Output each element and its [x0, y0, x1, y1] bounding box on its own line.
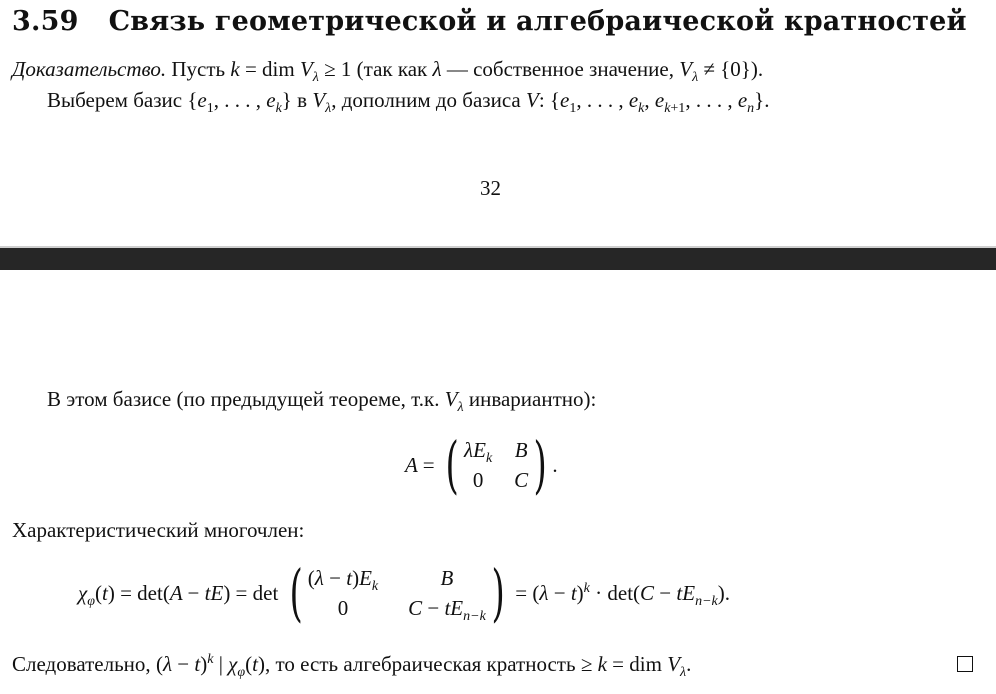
qed-square-icon [957, 656, 973, 672]
proof-label: Доказательство. [12, 57, 167, 81]
left-paren: ( [445, 428, 459, 501]
left-paren: ( [289, 556, 303, 629]
right-paren: ) [533, 428, 547, 501]
proof-text: Пусть [171, 57, 226, 81]
math-expression: k = dim $V_\lambda \ge 1$ [230, 57, 352, 86]
section-title: Связь геометрической и алгебраической кратностей [108, 6, 967, 37]
math-expression: ≥ k = dim $V_\lambda$. [580, 652, 692, 681]
section-heading [12, 6, 967, 37]
proof-text: (так как [356, 57, 428, 81]
proof-text: — собственное значение, [446, 57, 674, 81]
conclusion-line [12, 652, 692, 681]
math-expression: $(\lambda - t)^k$ | $\chi_\varphi(t)$ [155, 652, 266, 681]
basis-sentence [47, 387, 597, 416]
char-poly-equation [78, 556, 730, 629]
section-number: 3.59 [12, 6, 79, 37]
proof-line-1 [12, 57, 764, 86]
char-poly-label: Характеристический многочлен: [12, 518, 305, 542]
math-expression: $V_\lambda \ne \{0\}$). [679, 57, 764, 86]
block-matrix: $\lambda E_k$ B 0 C [464, 438, 529, 492]
proof-text: Выберем базис [47, 88, 183, 112]
math-expression: {$e_1$, . . . , $e_k$} [187, 88, 292, 117]
proof-text: , дополним до базиса [331, 88, 521, 112]
math-expression: λ [432, 57, 442, 81]
math-expression: $\chi_\varphi(t) = \det(A - tE) = \det$ [78, 580, 279, 609]
math-expression: = $(\lambda - t)^k \cdot \det(C - tE_{n-k})$. [515, 580, 730, 609]
matrix-equation-a [405, 428, 558, 501]
math-expression: $V_\lambda$ [444, 387, 464, 416]
paragraph-text: В этом базисе (по предыдущей теореме, т.к. [47, 387, 440, 411]
paragraph-text: инвариантно): [468, 387, 597, 411]
paragraph-text: Следовательно, [12, 652, 151, 676]
proof-text: в [297, 88, 308, 112]
right-paren: ) [491, 556, 505, 629]
math-expression: $V_\lambda$ [312, 88, 332, 117]
math-expression: V: {$e_1$, . . . , $e_k$, $e_{k+1}$, . . . , $e_n$}. [525, 88, 770, 117]
math-expression: . [552, 452, 558, 477]
block-matrix: $(\lambda - t)E_k$ B 0 $C - tE_{n-k}$ [307, 566, 486, 625]
math-expression: A = [405, 452, 435, 477]
page-break-divider [0, 248, 996, 270]
proof-line-2 [47, 88, 770, 117]
paragraph-text: , то есть алгебраическая кратность [265, 652, 576, 676]
page-number: 32 [480, 176, 501, 200]
